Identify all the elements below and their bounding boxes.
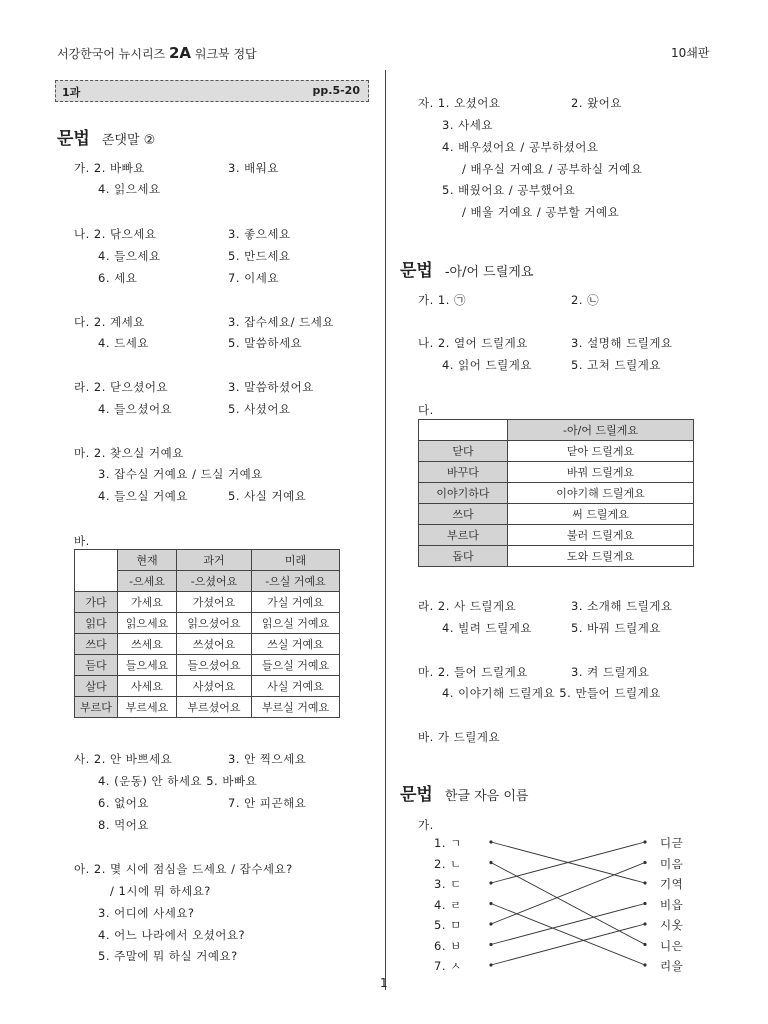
row-verb: 이야기하다 — [419, 483, 508, 504]
answer-ma2-3: 3. 켜 드릴게요 — [571, 665, 650, 679]
match-left-dot — [489, 963, 492, 966]
match-right-dot — [643, 861, 646, 864]
conjugation-table-deurilgeyo — [418, 419, 694, 567]
answer-na-5: 5. 만드세요 — [228, 249, 291, 263]
match-left-dot — [489, 943, 492, 946]
answer-ga2-1: 가. 1. ㉠ — [418, 293, 467, 307]
answer-ja-4: 4. 배우셨어요 / 공부하셨어요 — [442, 140, 599, 154]
match-right-item: 비읍 — [660, 897, 684, 912]
header-level: 2A — [168, 44, 192, 62]
answer-ma2-2: 마. 2. 들어 드릴게요 — [418, 665, 528, 679]
cell-present: 사세요 — [118, 676, 177, 697]
answer-ja-5: 5. 배웠어요 / 공부했어요 — [442, 183, 576, 197]
row-verb: 바꾸다 — [419, 462, 508, 483]
col-header-future: 미래 — [252, 550, 340, 571]
cell-answer: 바꿔 드릴게요 — [508, 462, 694, 483]
answer-ra2-5: 5. 바꿔 드릴게요 — [571, 621, 661, 635]
answer-ga-4: 4. 읽으세요 — [98, 182, 161, 196]
cell-past: 가셨어요 — [177, 592, 252, 613]
col-sub-present: -으세요 — [118, 571, 177, 592]
match-left-item: 2. ㄴ — [434, 856, 462, 871]
cell-past: 쓰셨어요 — [177, 634, 252, 655]
answer-ma-5: 5. 사실 거예요 — [228, 489, 307, 503]
row-verb: 가다 — [75, 592, 118, 613]
answer-ja-1: 자. 1. 오셨어요 — [418, 96, 501, 110]
row-verb: 부르다 — [75, 697, 118, 718]
answer-ra2-3: 3. 소개해 드릴게요 — [571, 599, 673, 613]
answer-ba2: 바. 가 드릴게요 — [418, 730, 501, 744]
table-row — [75, 592, 340, 613]
cell-present: 들으세요 — [118, 655, 177, 676]
match-line — [491, 863, 645, 945]
table-corner — [419, 420, 508, 441]
answer-ba-label: 바. — [74, 534, 90, 548]
match-left-item: 4. ㄹ — [434, 897, 462, 912]
answer-ma2-4-5: 4. 이야기해 드릴게요 5. 만들어 드릴게요 — [442, 686, 661, 700]
answer-ma-3: 3. 잡수실 거예요 / 드실 거예요 — [98, 467, 263, 481]
cell-present: 가세요 — [118, 592, 177, 613]
cell-past: 들으셨어요 — [177, 655, 252, 676]
table-row — [419, 504, 694, 525]
cell-answer: 닫아 드릴게요 — [508, 441, 694, 462]
table-corner — [75, 550, 118, 592]
table-row — [419, 483, 694, 504]
match-line — [491, 904, 645, 966]
match-left-item: 6. ㅂ — [434, 938, 462, 953]
match-right-dot — [643, 943, 646, 946]
answer-ga-2: 가. 2. 바빠요 — [74, 161, 145, 175]
section-title-honorifics: 문법 존댓말 ② — [57, 129, 156, 149]
answer-sa-2: 사. 2. 안 바쁘세요 — [74, 752, 173, 766]
col-header-present: 현재 — [118, 550, 177, 571]
match-line — [491, 924, 645, 965]
answer-ra-2: 라. 2. 닫으셨어요 — [74, 380, 169, 394]
answer-ra-4: 4. 들으셨어요 — [98, 402, 173, 416]
answer-ga3-label: 가. — [418, 818, 434, 832]
match-right-dot — [643, 881, 646, 884]
answer-a-2: 아. 2. 몇 시에 점심을 드세요 / 잡수세요? — [74, 862, 293, 876]
table-row — [419, 462, 694, 483]
col-header-deurilgeyo: -아/어 드릴게요 — [508, 420, 694, 441]
cell-future: 사실 거예요 — [252, 676, 340, 697]
answer-da-label: 다. — [418, 403, 434, 417]
match-left-dot — [489, 840, 492, 843]
answer-na-2: 나. 2. 닦으세요 — [74, 227, 157, 241]
match-right-dot — [643, 840, 646, 843]
match-right-item: 리을 — [660, 959, 684, 973]
page-number: 1 — [380, 976, 388, 990]
cell-past: 부르셨어요 — [177, 697, 252, 718]
match-right-item: 디귿 — [660, 836, 684, 850]
match-left-item: 3. ㄷ — [434, 877, 462, 891]
col-sub-past: -으셨어요 — [177, 571, 252, 592]
answer-na-4: 4. 들으세요 — [98, 249, 161, 263]
row-verb: 듣다 — [75, 655, 118, 676]
cell-future: 부르실 거예요 — [252, 697, 340, 718]
match-right-item: 미음 — [660, 856, 684, 871]
answer-da-3: 3. 잡수세요/ 드세요 — [228, 315, 334, 329]
answer-ra2-4: 4. 빌려 드릴게요 — [442, 621, 532, 635]
header-series: 서강한국어 뉴시리즈 — [57, 47, 166, 61]
answer-ja-3: 3. 사세요 — [442, 118, 493, 132]
answer-ga2-2: 2. ㉡ — [571, 293, 600, 307]
row-verb: 닫다 — [419, 441, 508, 462]
table-row — [75, 697, 340, 718]
lesson-pages: pp.5-20 — [312, 84, 360, 97]
answer-a-3: 3. 어디에 사세요? — [98, 906, 195, 920]
cell-future: 들으실 거예요 — [252, 655, 340, 676]
answer-ma-4: 4. 들으실 거예요 — [98, 489, 188, 503]
match-left-item: 7. ㅅ — [434, 959, 462, 973]
table-row — [75, 655, 340, 676]
table-row — [75, 634, 340, 655]
table-row — [419, 546, 694, 567]
answer-na2-4: 4. 읽어 드릴게요 — [442, 358, 532, 372]
lesson-label: 1과 — [62, 86, 81, 99]
cell-present: 부르세요 — [118, 697, 177, 718]
cell-present: 쓰세요 — [118, 634, 177, 655]
section-title-a-eo-deurilgeyo: 문법 -아/어 드릴게요 — [400, 261, 534, 281]
match-right-item: 시옷 — [660, 918, 684, 932]
match-right-dot — [643, 922, 646, 925]
cell-past: 사셨어요 — [177, 676, 252, 697]
row-verb: 살다 — [75, 676, 118, 697]
cell-future: 쓰실 거예요 — [252, 634, 340, 655]
column-divider — [385, 70, 386, 990]
answer-sa-8: 8. 먹어요 — [98, 818, 149, 832]
answer-na2-5: 5. 고쳐 드릴게요 — [571, 358, 661, 372]
answer-ja-5-cont: / 배울 거예요 / 공부할 거예요 — [462, 205, 620, 219]
match-left-item: 5. ㅁ — [434, 918, 462, 932]
answer-ja-2: 2. 왔어요 — [571, 96, 622, 110]
match-line — [491, 842, 645, 883]
cell-answer: 불러 드릴게요 — [508, 525, 694, 546]
answer-na2-2: 나. 2. 열어 드릴게요 — [418, 336, 528, 350]
answer-na-7: 7. 이세요 — [228, 271, 279, 285]
conjugation-table-honorific — [74, 549, 340, 718]
match-left-dot — [489, 902, 492, 905]
section-title-consonant-names: 문법 한글 자음 이름 — [400, 785, 529, 805]
match-right-item: 니은 — [660, 938, 684, 953]
cell-present: 읽으세요 — [118, 613, 177, 634]
match-right-dot — [643, 963, 646, 966]
answer-na-6: 6. 세요 — [98, 271, 138, 285]
cell-answer: 써 드릴게요 — [508, 504, 694, 525]
answer-sa-7: 7. 안 피곤해요 — [228, 796, 307, 810]
answer-ja-4-cont: / 배우실 거예요 / 공부하실 거예요 — [462, 162, 643, 176]
header-workbook: 워크북 정답 — [194, 47, 257, 61]
cell-future: 읽으실 거예요 — [252, 613, 340, 634]
row-verb: 돕다 — [419, 546, 508, 567]
header-edition: 10쇄판 — [671, 46, 710, 60]
match-right-item: 기역 — [660, 877, 684, 891]
match-right-dot — [643, 902, 646, 905]
match-left-item: 1. ㄱ — [434, 836, 462, 850]
match-left-dot — [489, 861, 492, 864]
table-row — [419, 441, 694, 462]
answer-sa-4-5: 4. (운동) 안 하세요 5. 바빠요 — [98, 774, 258, 788]
table-row — [75, 676, 340, 697]
cell-future: 가실 거예요 — [252, 592, 340, 613]
match-line — [491, 842, 645, 883]
row-verb: 읽다 — [75, 613, 118, 634]
answer-na2-3: 3. 설명해 드릴게요 — [571, 336, 673, 350]
row-verb: 쓰다 — [75, 634, 118, 655]
match-line — [491, 863, 645, 925]
answer-ma-2: 마. 2. 찾으실 거예요 — [74, 446, 184, 460]
row-verb: 쓰다 — [419, 504, 508, 525]
answer-na-3: 3. 좋으세요 — [228, 227, 291, 241]
lesson-banner — [55, 80, 369, 102]
match-left-dot — [489, 922, 492, 925]
answer-da-2: 다. 2. 계세요 — [74, 315, 145, 329]
table-row — [419, 525, 694, 546]
answer-sa-6: 6. 없어요 — [98, 796, 149, 810]
answer-da-4: 4. 드세요 — [98, 336, 149, 350]
cell-answer: 이야기해 드릴게요 — [508, 483, 694, 504]
col-sub-future: -으실 거예요 — [252, 571, 340, 592]
answer-ra-3: 3. 말씀하셨어요 — [228, 380, 314, 394]
answer-a-2-cont: / 1시에 뭐 하세요? — [110, 884, 211, 898]
answer-sa-3: 3. 안 찍으세요 — [228, 752, 307, 766]
table-row — [75, 613, 340, 634]
answer-da-5: 5. 말씀하세요 — [228, 336, 303, 350]
answer-ga-3: 3. 배워요 — [228, 161, 279, 175]
answer-ra2-2: 라. 2. 사 드릴게요 — [418, 599, 517, 613]
cell-answer: 도와 드릴게요 — [508, 546, 694, 567]
row-verb: 부르다 — [419, 525, 508, 546]
answer-ra-5: 5. 사셨어요 — [228, 402, 291, 416]
answer-a-5: 5. 주말에 뭐 하실 거예요? — [98, 949, 238, 963]
match-line — [491, 904, 645, 945]
cell-past: 읽으셨어요 — [177, 613, 252, 634]
doc-header-title — [57, 44, 257, 62]
col-header-past: 과거 — [177, 550, 252, 571]
match-left-dot — [489, 881, 492, 884]
answer-a-4: 4. 어느 나라에서 오셨어요? — [98, 928, 246, 942]
